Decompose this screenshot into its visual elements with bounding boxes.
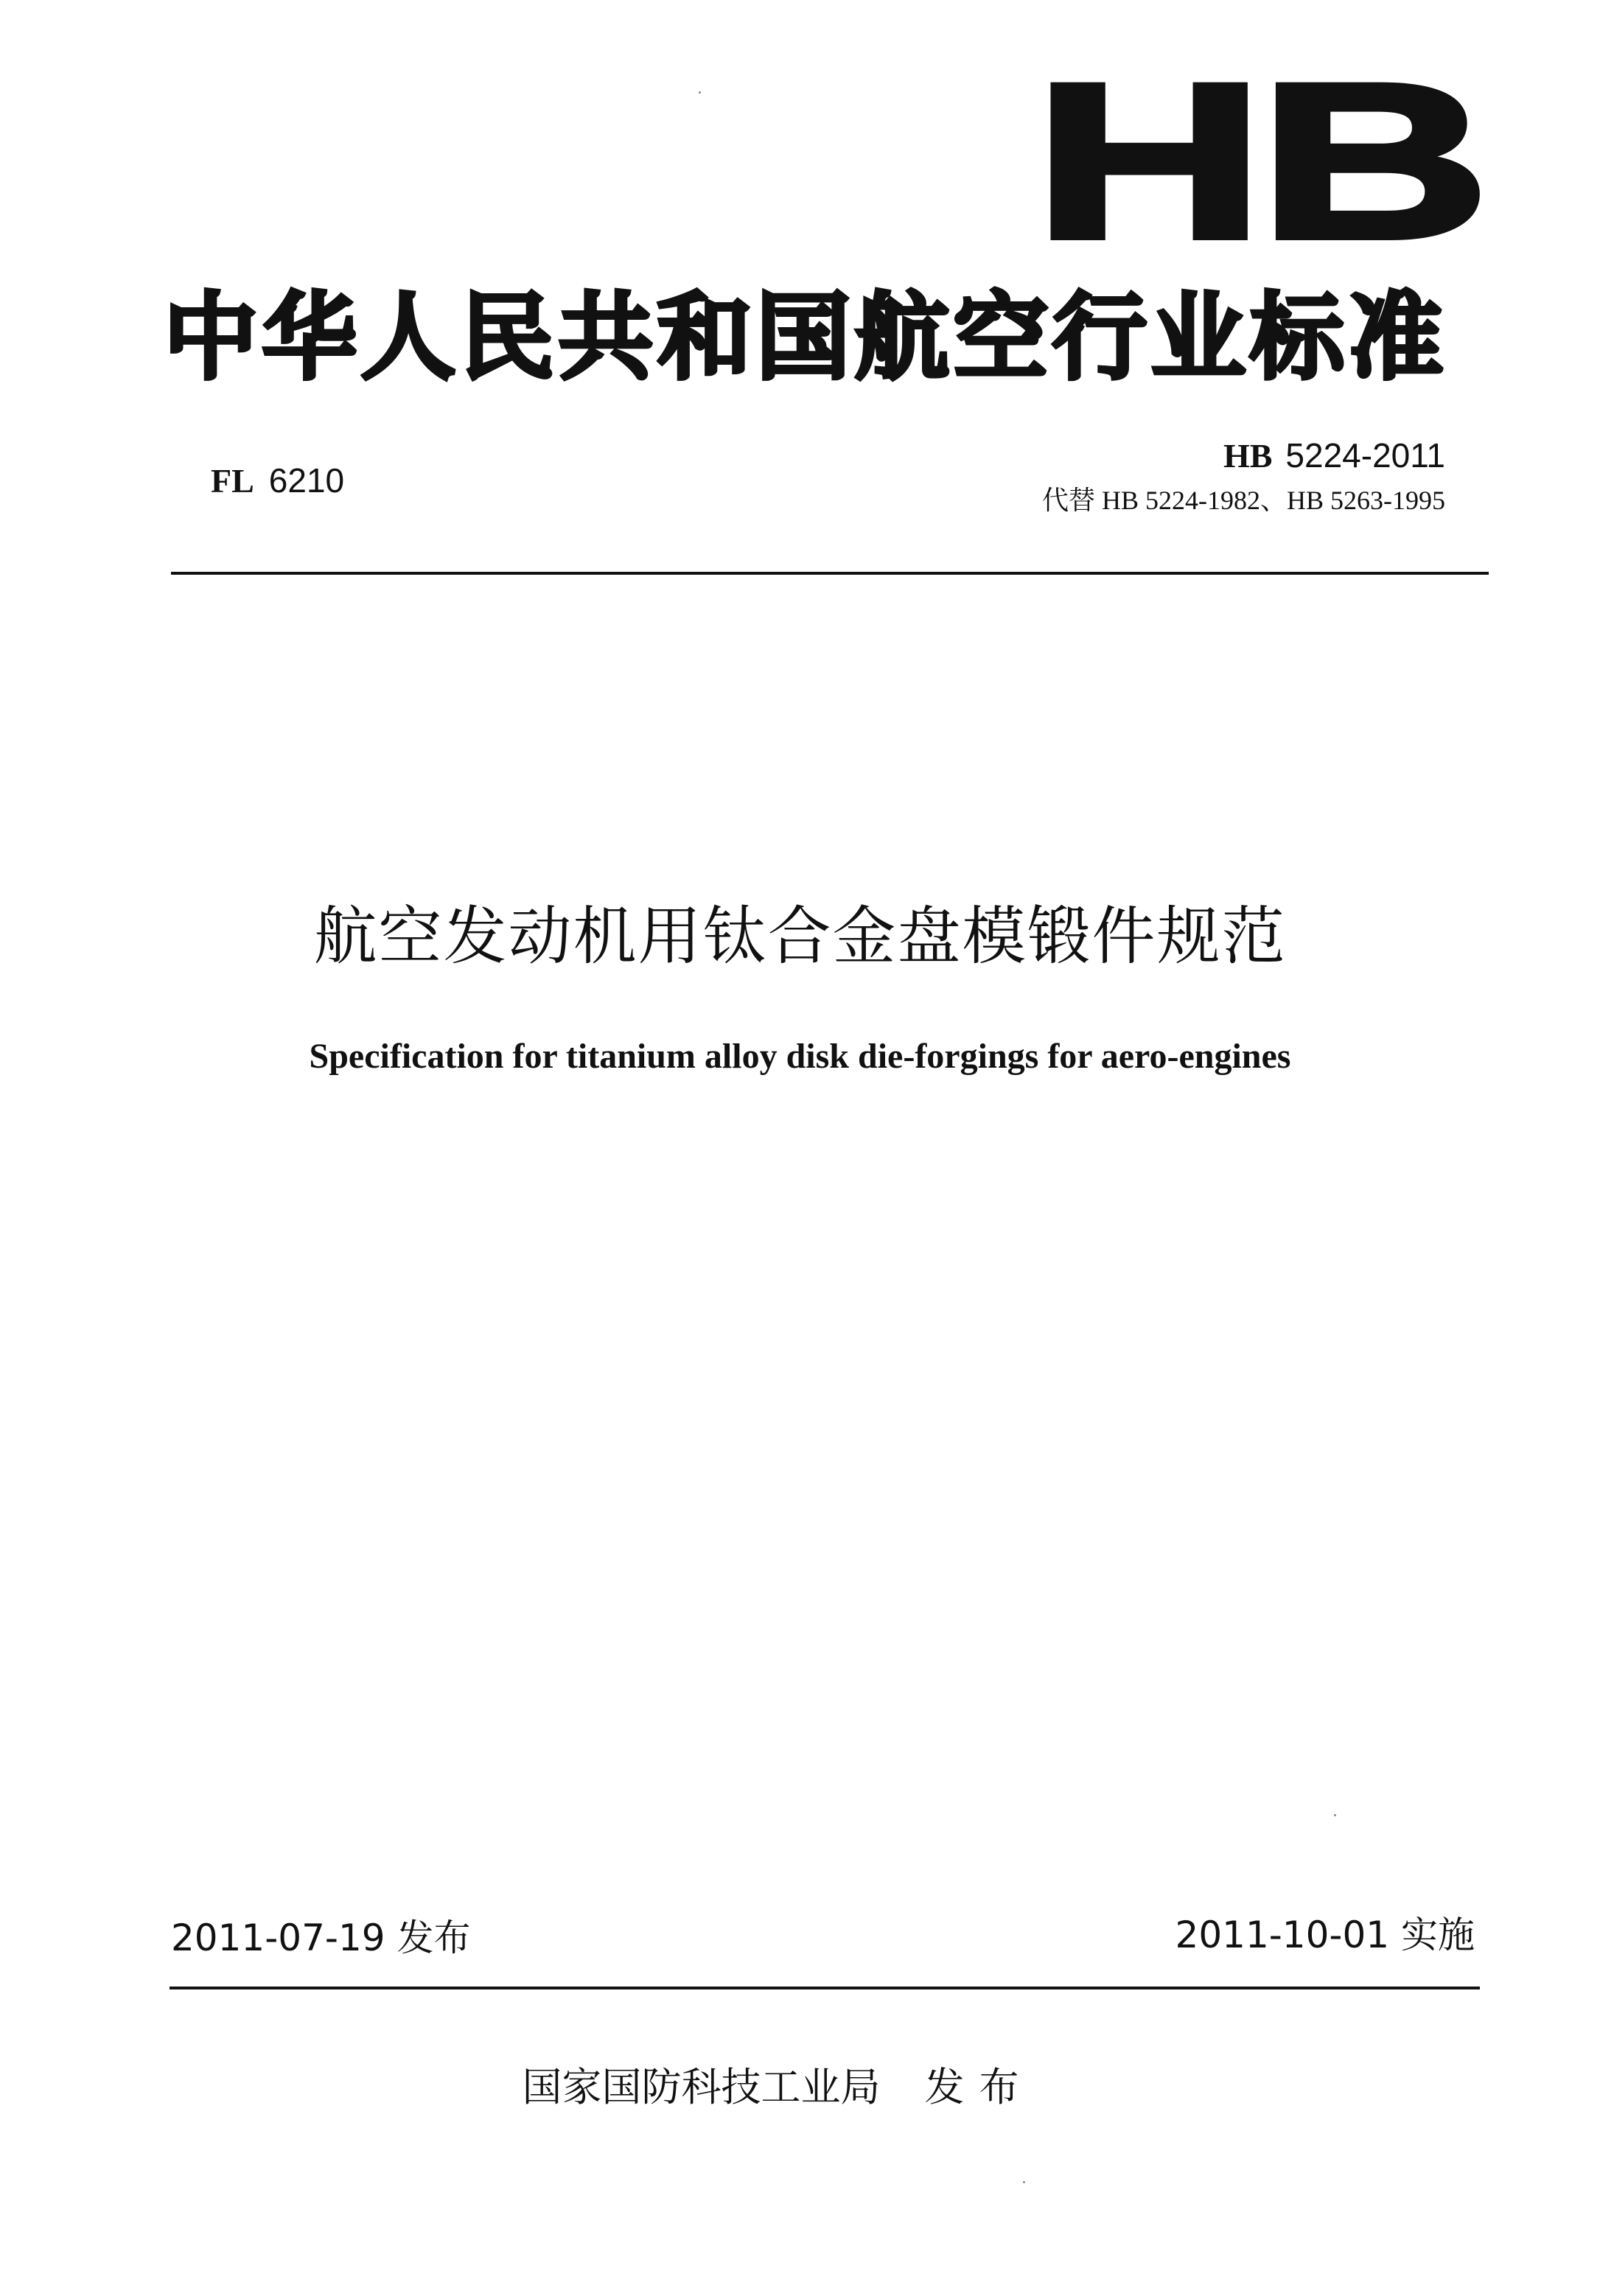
replaces-line bbox=[1042, 482, 1445, 519]
document-title-cn: 航空发动机用钛合金盘模锻件规范 bbox=[313, 900, 1287, 973]
classification-prefix: FL bbox=[211, 462, 254, 500]
scan-speck bbox=[1023, 2181, 1025, 2183]
replaces-text: HB 5224-1982、HB 5263-1995 bbox=[1102, 486, 1445, 515]
standard-number-value: 5224-2011 bbox=[1285, 436, 1445, 475]
publisher-name: 国家国防科技工业局 bbox=[522, 2064, 881, 2110]
standard-number bbox=[1223, 433, 1445, 478]
issue-date: 2011-07-19 发布 bbox=[171, 1917, 471, 1959]
classification-code bbox=[211, 458, 344, 503]
classification-number: 6210 bbox=[268, 461, 345, 500]
document-title-en: Specification for titanium alloy disk die-forgings for aero-engines bbox=[309, 1037, 1291, 1076]
hb-logo-text: HB bbox=[1033, 37, 1484, 284]
org-title: 中华人民共和国航空行业标准 bbox=[164, 283, 1448, 393]
effective-date: 2011-10-01 实施 bbox=[1175, 1914, 1475, 1956]
replaces-lead: 代替 bbox=[1041, 486, 1095, 516]
header-divider bbox=[171, 572, 1489, 575]
hb-logo bbox=[1033, 37, 1484, 284]
publisher-verb: 发布 bbox=[924, 2064, 1034, 2110]
footer-divider bbox=[170, 1987, 1480, 1989]
publisher-line bbox=[0, 2062, 1600, 2113]
scan-speck bbox=[1334, 1814, 1336, 1816]
scan-speck bbox=[699, 91, 701, 94]
standard-prefix: HB bbox=[1223, 437, 1273, 475]
